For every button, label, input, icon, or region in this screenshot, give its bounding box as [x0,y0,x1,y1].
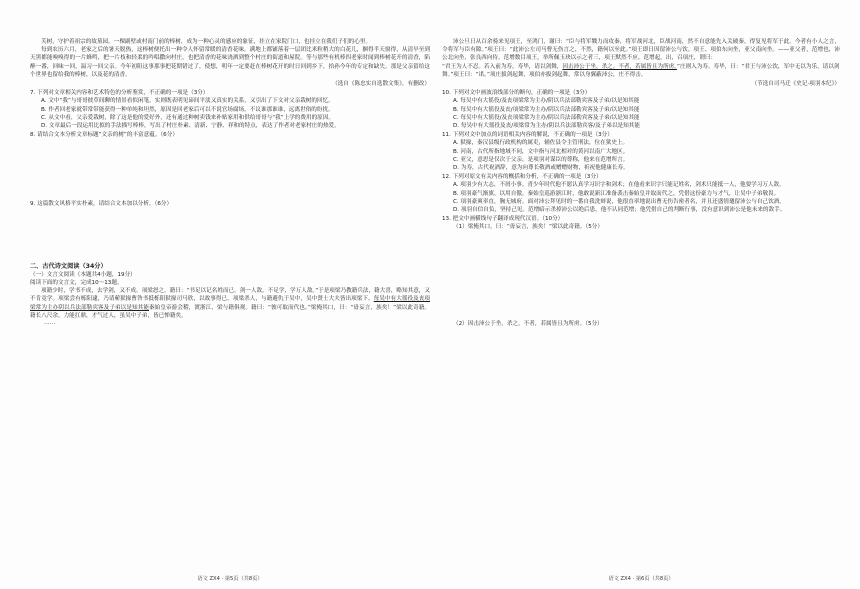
question-7-option-a: A. 文中“我”与哥哥彼草间聊的情景看似闲笔，实则既表明见谛间平淡又真实的关系，又引出了下文对父亲栽树的回忆。 [41,98,334,105]
essay-paragraph-1: 芙树，守护着祖宗的故墓园。一棵副壁或村南门前的棒树，成为一种心灵的感应的象征，挂立在家院门口，也挂立在我们子们的心里。 [41,39,372,45]
section-2-title: 二、古代诗文阅读（34分） [30,262,107,270]
essay-source: （选自《陈忠实自选散文集》，有删改） [332,81,430,88]
question-10-option-d: D. 每吴中有大徭役及丧/项梁常为主办/阴以兵法部勒宾客/及子弟以是知其能 [453,123,640,130]
page-6-footer: 语文 ZX4 · 第6页（共8页） [608,576,674,582]
section-2-subtitle: （一）文言文阅读（本题共4小题，19分） [30,271,136,278]
question-7-option-b: B. 作者回老家就带常带能获得一种单纯和坦然，原因是回老家后可以不说官场腐场，不议谁那谁谁，远离世俗的纷扰。 [41,106,334,113]
question-12-option-c: C. 项羽豪爽率直，胸无城府。面对沛公拜见时的一番自我洗辩说，他很直率地说出曹无伤告密者名，并且还盛情邀留沛公与自己饮酒。 [453,198,785,205]
question-11-stem: 11. 下列对文中加点的词语相关内容的解说，不正确的一项是（3分） [442,132,613,139]
classical-source: （节选自司马迁《史记·项羽本纪》） [751,81,840,88]
question-13-stem: 13. 把文中画横线句子翻译成现代汉语。（10分） [442,216,564,223]
classical-text-tail: 秦始皇帝游会稽，渡浙江，梁与籍俱观。籍曰：“彼可取而代也。”梁掩其口，曰：“毋妄言，族矣！”梁以此奇籍。籍长八尺余，力能扛鼎，才气过人，虽吴中子弟，皆已惮籍矣。 [30,304,430,319]
question-12-option-d: D. 项羽自信自负，坚持己见。范增暗示杀掉沛公以绝后患，他不认同范增；他凭借自己的判断行事，没有意识到沛公是他未来的敌手。 [453,207,786,214]
question-9: 9. 这篇散文风格平实朴素，请结合文本加以分析。（6分） [30,201,173,208]
question-12-option-a: A. 项羽少有大志，不屑小事。青少年时代他不愿认真学习识字和剑术；在他看来识字只能记姓名，剑术只能抵一人，他要学习万人敌。 [453,182,785,189]
page-5 [30,0,430,589]
translation-target-underlined: 因击沛公于坐，杀之。不者，若属皆且为所虏。 [562,63,678,70]
section-2-instruction: 阅读下面的文言文，完成10～13题。 [30,280,123,287]
essay-paragraph-2: 每到农历六月，老家之后的暑天脱热，这棒树便托出一种令人怀留常暖的清香花味。满地上都铺落着一层团比米粒稍大的白花儿，捆得半天窗得，从清早至到天黑都能嗅嗅得的一片蜂鸣，把一片枝和轻柔的吟唱撒向村庄，也把清香的花味浇洒到整个村庄的街道和屋院。等与那些有机棒四老家时闻到棒树花开的清香，陷醉一番，回味一回，温习一回父亲。今年初阻这事那事把花期错过了，使想，明年一定要赶在棒树花开的时日回到乡下，拾孙今年的专定和缺失。那是父亲留给这个世界也留给我的棒树，以及花的清香。 [30,47,430,78]
question-10-option-b: B. 每吴中有大徭役及丧/项梁常为主办/阴以兵法部勒宾客及子弟/以是知其能 [453,106,640,113]
classical-paragraph-3: “君王为人不忍。若入前为寿，寿毕，请以剑舞，因击沛公于坐，杀之。不者，若属皆且为所虏。”庄则入为寿。寿毕，曰：“君王与沛公饮，军中无以为乐，请以剑舞。”项王曰：“诺。”项庄拔剑起舞，项伯亦拔剑起舞，常以身翼蔽沛公，庄不得击。 [442,63,840,78]
question-13-sentence-2: （2）因击沛公于坐，杀之。不者，若属皆且为所虏。（5分） [453,320,603,327]
omission-marker: …… [44,320,56,327]
question-12-option-b: B. 项羽豪气渐旗，以用自傲。秦始皇巡游浙江时，他敢说新江准备袭击秦始皇并取而代之，凭借这份豪力与才气，让吴中子弟敬畏。 [453,190,780,197]
question-11-option-a: A. 狱掾，秦汉县级行政机构的属吏，辅佐县令主管刑法，位在狱史上。 [453,140,629,147]
question-10-option-c: C. 每吴中有大徭役/及丧项梁常为主办/阴以兵法部勒宾客及子弟/以是知其能 [453,114,640,121]
question-7-stem: 7. 下列对文章相关内容和艺术特色的分析鉴赏，不正确的一项是（3分） [30,90,209,97]
classical-paragraph-2: 沛公旦日从百余骑来见项王，至鸿门，谢曰：“臣与将军戮力而攻秦，将军战河北，臣战河南，然不自意能先入关破秦，得复见将军于此。今者有小人之言，令将军与臣有隙。”项王曰：“此沛公左司马曹无伤言之，不然，籍何以至此。”项王即日因留沛公与饮。项王、项伯东向坐，亚父南向坐。——亚父者，范增也，沛公北向坐，张良西向侍。范增数目项王，举所佩玉玦以示之者三，项王默然不应。范增起，出，召项庄，谓曰： [442,39,840,62]
page-6 [442,0,840,589]
page-5-body [30,38,430,326]
question-10-stem: 10. 下列对文中画波浪线部分的断句，正确的一项是（3分） [442,90,591,97]
question-12-stem: 12. 下列对原文有关内容的概括和分析，不正确的一项是（3分） [442,174,602,181]
answer-space-8 [30,139,430,199]
question-11-option-c: C. 亚父，意思是仅次于父亲，是项羽对谋臣的尊称，他来在范增所言。 [453,156,629,163]
page-6-body [442,38,840,328]
classical-text-wavy-underlined: 每吴中有大徭役及丧项梁常为主办阴以兵法部勒宾客及子弟以是知其能 [30,296,430,311]
classical-text [30,287,430,320]
page-5-footer: 语文 ZX4 · 第5页（共8页） [197,576,263,582]
question-11-option-d: D. 为寿，古代祝酒辞，意为向尊长敬酒或赠赠财物，祈祝他健康长寿。 [453,165,629,172]
answer-space-9 [30,209,430,261]
question-11-option-b: B. 河南，古代所指地域不同，文中指与河北相对的黄河以南广大地区。 [453,148,629,155]
question-10-option-a: A. 每吴中有大徭役/及丧项梁常为主办/阴以兵法部勒宾客及子弟/以是知其能 [453,98,640,105]
question-7-option-d: D. 文章最后一段运用比拟的手法描写棒棒，写出了村庄朴素、清新、宁静、祥和的特点，表达了作者对老家村庄的热爱。 [41,123,340,130]
question-7-option-c: C. 从文中看，父亲爱栽树，除了这是他的爱好外，还有通过种树卖钱来补贴家用和供给哥哥与“我”上学的费用的原因。 [41,114,334,121]
question-8: 8. 请结合文本分析文章标题“文亲的树”的丰富意蕴。（6分） [30,132,178,139]
classical-text-plain: 项籍少时，学书不成，去学剑，又不成。项梁怒之。籍曰：“书足以记名姓而已。剑一人敌，不足学，学万人敌。”于是项梁乃教籍兵法，籍大喜，略知其意，又不肯竟学。项梁尝有栎阳逮，乃请蕲狱掾曹咎书抵栎阳狱掾司马欣，以故事得已。项梁杀人，与籍避仇于吴中，吴中贤士大夫皆出项梁下。 [30,288,430,303]
question-13-sentence-1: （1）梁掩其口，曰：“毋妄言，族矣！”梁以此奇籍。（5分） [453,224,603,231]
answer-space-13-1 [442,232,840,320]
